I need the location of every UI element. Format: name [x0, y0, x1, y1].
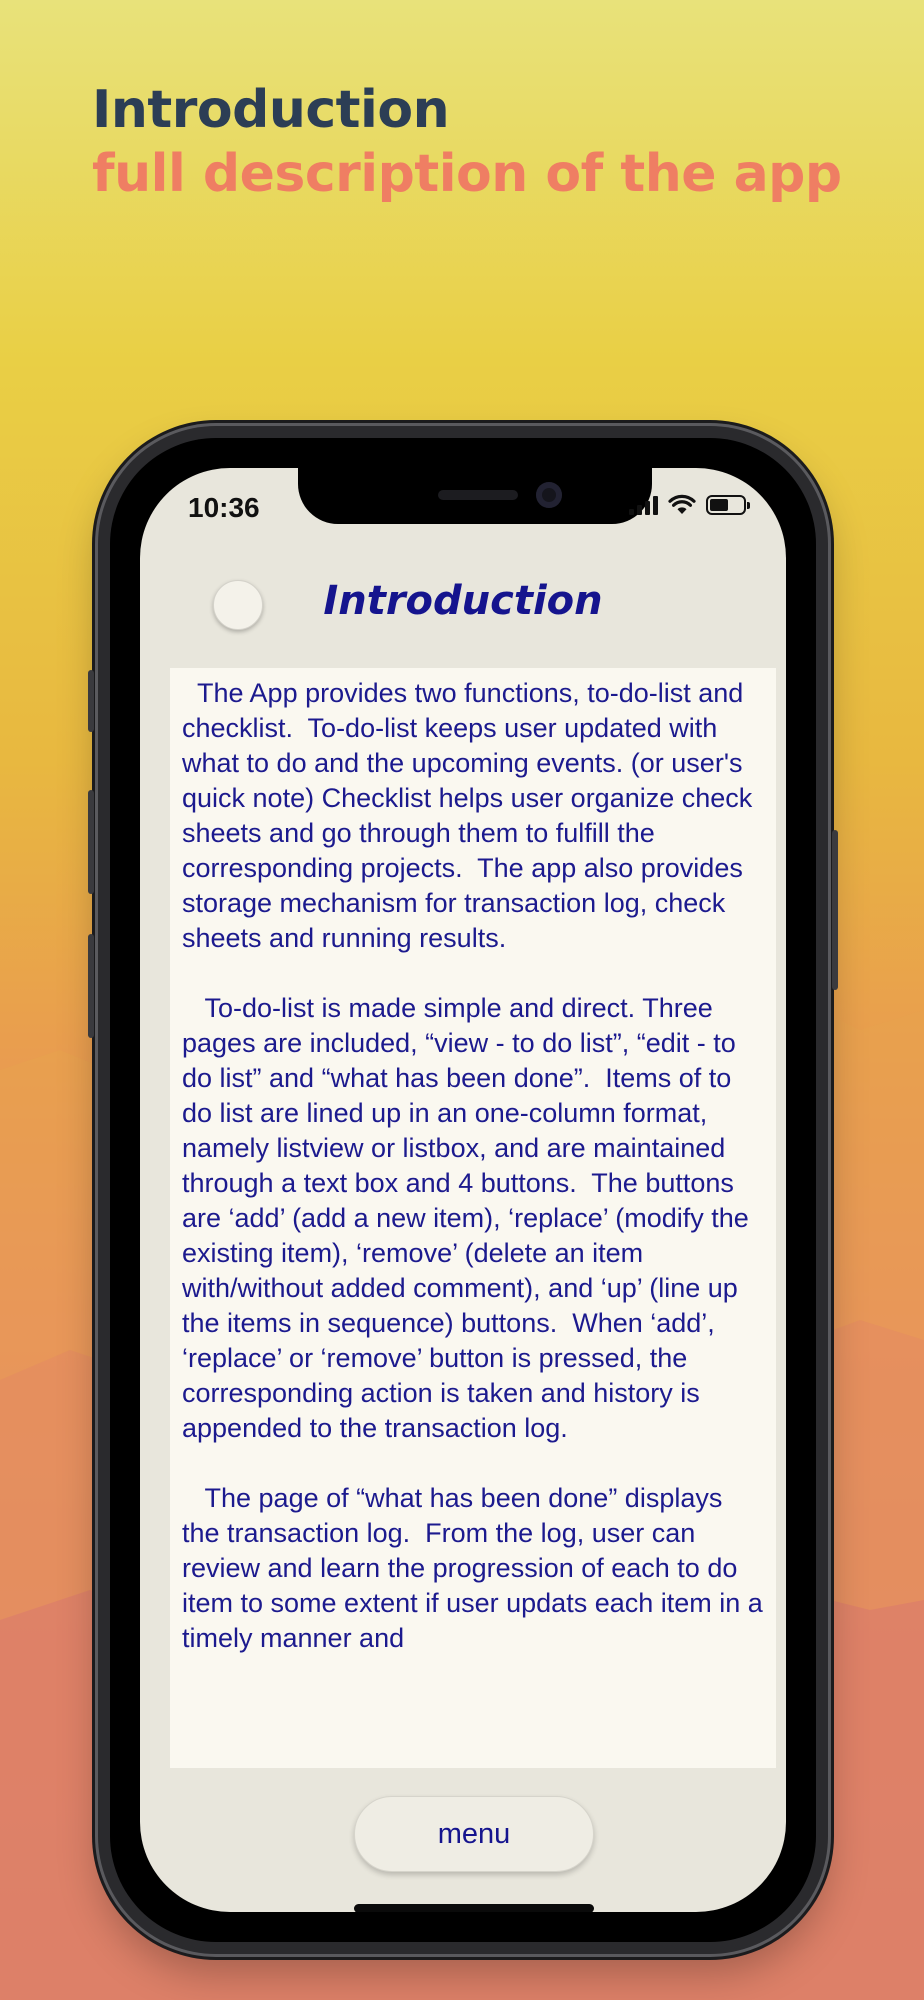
description-paragraph-1: The App provides two functions, to-do-list and checklist. To-do-list keeps user updated with what to do and the upcoming events. (or user's quick note) Checklist helps user organize check sheets and go through them to fulfill the corresponding projects. The app also provides storage mechanism for transaction log, check sheets and running results. — [182, 678, 760, 953]
notch — [298, 468, 652, 524]
hero-title: Introduction — [92, 80, 450, 140]
description-paragraph-2: To-do-list is made simple and direct. Three pages are included, “view - to do list”, “edit - to do list” and “what has been done”. Items of to do list are lined up in an one-column format, namely listview or listbox, and are maintained through a text box and 4 buttons. The buttons are ‘add’ (add a new item), ‘replace’ (modify the existing item), ‘remove’ (delete an item with/without added comment), and ‘up’ (line up the items in sequence) buttons. When ‘add’, ‘replace’ or ‘remove’ button is pressed, the corresponding action is taken and history is appended to the transaction log. — [182, 993, 757, 1443]
screen-title: Introduction — [323, 578, 603, 624]
hero-subtitle: full description of the app — [92, 144, 842, 204]
volume-down-button — [88, 934, 94, 1038]
volume-up-button — [88, 790, 94, 894]
status-time: 10:36 — [188, 492, 260, 523]
silent-switch — [88, 670, 94, 732]
status-icons — [629, 494, 746, 516]
description-text-panel[interactable] — [170, 668, 776, 1768]
phone-screen — [140, 468, 786, 1912]
speaker-grille — [438, 490, 518, 500]
battery-icon — [706, 495, 746, 515]
home-indicator[interactable] — [354, 1904, 594, 1912]
wifi-icon — [668, 494, 696, 516]
menu-button[interactable]: menu — [354, 1796, 594, 1872]
power-button — [832, 830, 838, 990]
camera-icon — [536, 482, 562, 508]
phone-frame — [98, 426, 828, 1954]
description-paragraph-3: The page of “what has been done” displays the transaction log. From the log, user can review and learn the progression of each to do item to some extent if user updats each item in a timely manner and — [182, 1483, 771, 1653]
signal-icon — [629, 495, 658, 515]
phone-bezel — [110, 438, 816, 1942]
